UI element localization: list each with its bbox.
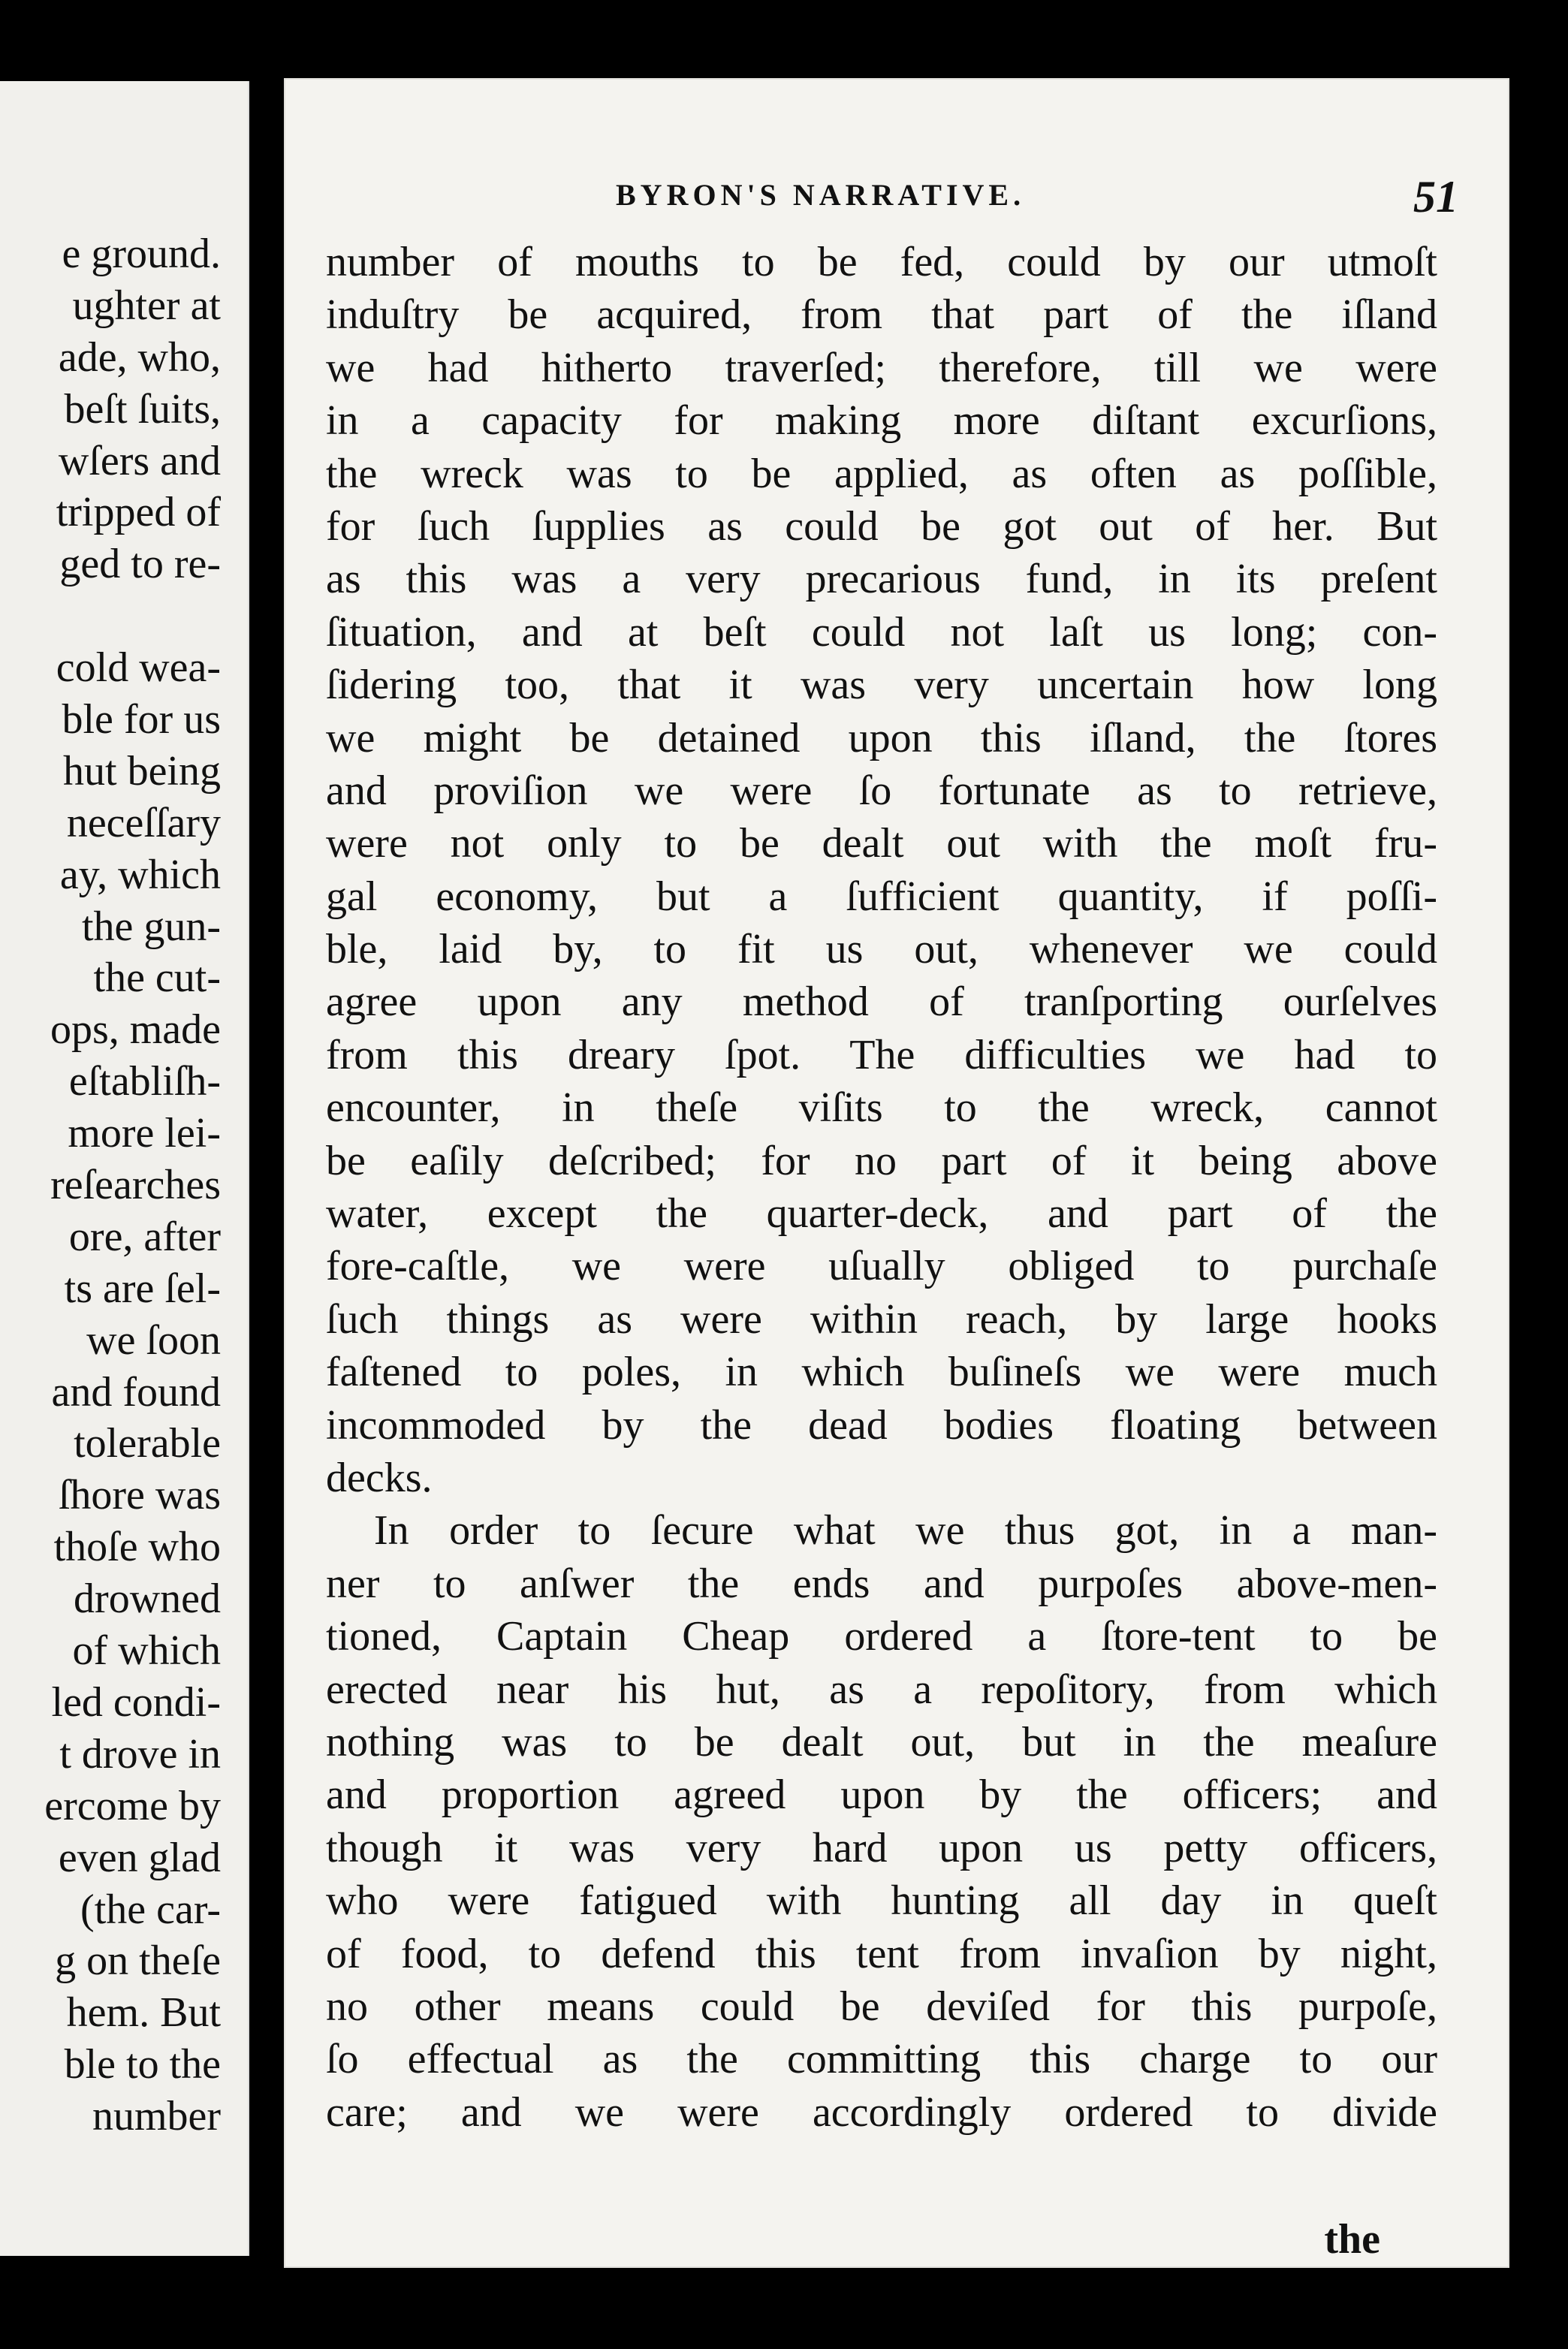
left-page-line: reſearches bbox=[50, 1162, 221, 1209]
text-line: In order to ſecure what we thus got, in a man- bbox=[374, 1507, 1437, 1554]
text-line: as this was a very precarious fund, in its preſent bbox=[326, 556, 1437, 603]
left-page-line: and found bbox=[51, 1368, 221, 1416]
left-page-line: ſhore was bbox=[58, 1472, 221, 1519]
left-page-line: drowned bbox=[74, 1576, 221, 1623]
left-page-line: ercome by bbox=[44, 1782, 221, 1829]
text-line: ſuch things as were within reach, by large hooks bbox=[326, 1295, 1437, 1343]
running-head bbox=[285, 172, 1508, 222]
left-page-text bbox=[0, 228, 221, 2142]
left-page-line: number bbox=[92, 2093, 221, 2140]
text-line: the wreck was to be applied, as often as poſſible, bbox=[326, 450, 1437, 497]
left-page-line: e ground. bbox=[62, 231, 221, 277]
text-line: from this dreary ſpot. The difficulties we had to bbox=[326, 1031, 1437, 1078]
left-page-line: tolerable bbox=[74, 1420, 221, 1467]
text-line: faſtened to poles, in which buſineſs we were much bbox=[326, 1349, 1437, 1396]
text-line: number of mouths to be fed, could by our utmoſt bbox=[326, 239, 1437, 285]
left-page-line: more lei- bbox=[68, 1110, 221, 1157]
text-line: fore-caſtle, we were uſually obliged to purchaſe bbox=[326, 1243, 1437, 1290]
text-line: erected near his hut, as a repoſitory, from which bbox=[326, 1666, 1437, 1713]
text-line: nothing was to be dealt out, but in the meaſure bbox=[326, 1718, 1437, 1766]
text-line: tioned, Captain Cheap ordered a ſtore-tent to be bbox=[326, 1613, 1437, 1660]
text-line: be eaſily deſcribed; for no part of it being above bbox=[326, 1137, 1437, 1184]
left-page-line: t drove in bbox=[59, 1730, 221, 1778]
text-line: were not only to be dealt out with the moſt fru- bbox=[326, 820, 1437, 867]
left-page-line: led condi- bbox=[51, 1678, 221, 1726]
running-title: BYRON'S NARRATIVE. bbox=[616, 178, 1026, 212]
text-line: agree upon any method of tranſporting ourſelves bbox=[326, 978, 1437, 1026]
left-page-line: beſt ſuits, bbox=[64, 385, 221, 433]
left-page-line: ble for us bbox=[62, 696, 221, 743]
left-page-line: ade, who, bbox=[58, 333, 221, 381]
text-line: for ſuch ſupplies as could be got out of her. But bbox=[326, 502, 1437, 550]
left-page-line: wſers and bbox=[58, 437, 221, 484]
text-line: ſituation, and at beſt could not laſt us long; con- bbox=[326, 608, 1437, 656]
left-page-line: hut being bbox=[63, 747, 221, 795]
left-page-line: we ſoon bbox=[86, 1316, 221, 1364]
left-page-line: ore, after bbox=[68, 1213, 221, 1260]
left-page bbox=[0, 81, 249, 2256]
left-page-line: ops, made bbox=[50, 1006, 221, 1054]
text-line: we had hitherto traverſed; therefore, till we were bbox=[326, 344, 1437, 391]
left-page-line: eſtabliſh- bbox=[68, 1058, 221, 1105]
left-page-line: ay, which bbox=[59, 851, 221, 898]
left-page-line: the gun- bbox=[81, 903, 221, 950]
left-page-line: neceſſary bbox=[66, 799, 221, 846]
text-line: ner to anſwer the ends and purpoſes above-men- bbox=[326, 1560, 1437, 1607]
left-page-line: ts are ſel- bbox=[64, 1265, 221, 1312]
text-line: incommoded by the dead bodies floating between bbox=[326, 1401, 1437, 1449]
text-line: ſidering too, that it was very uncertain how long bbox=[326, 662, 1437, 709]
left-page-line: ble to the bbox=[64, 2041, 221, 2088]
catchword: the bbox=[1324, 2216, 1380, 2263]
text-line: and proportion agreed upon by the officers; and bbox=[326, 1772, 1437, 1819]
body-text bbox=[326, 236, 1437, 2139]
text-line: ſo effectual as the committing this charge to our bbox=[326, 2036, 1437, 2083]
left-page-line: ughter at bbox=[72, 282, 221, 329]
page-number: 51 bbox=[1413, 172, 1458, 222]
left-page-line: tripped of bbox=[56, 489, 221, 536]
text-line: who were fatigued with hunting all day in queſt bbox=[326, 1877, 1437, 1925]
text-line: care; and we were accordingly ordered to divide bbox=[326, 2088, 1437, 2136]
text-line: though it was very hard upon us petty officers, bbox=[326, 1824, 1437, 1871]
left-page-line: g on theſe bbox=[55, 1937, 221, 1985]
right-page bbox=[284, 78, 1509, 2268]
text-line: of food, to defend this tent from invaſion by night, bbox=[326, 1930, 1437, 1977]
text-line: gal economy, but a ſufficient quantity, if poſſi- bbox=[326, 873, 1437, 920]
left-page-line: (the car- bbox=[80, 1886, 221, 1933]
left-page-line: ged to re- bbox=[59, 541, 221, 588]
text-line: water, except the quarter-deck, and part of the bbox=[326, 1190, 1437, 1238]
text-line: in a capacity for making more diſtant excurſions, bbox=[326, 397, 1437, 445]
left-page-line: of which bbox=[72, 1627, 221, 1675]
left-page-line bbox=[0, 590, 221, 642]
text-line: no other means could be deviſed for this purpoſe, bbox=[326, 1983, 1437, 2030]
text-line: we might be detained upon this iſland, the ſtores bbox=[326, 714, 1437, 761]
text-line: encounter, in theſe viſits to the wreck, cannot bbox=[326, 1084, 1437, 1132]
text-line: induſtry be acquired, from that part of the iſland bbox=[326, 291, 1437, 339]
left-page-line: the cut- bbox=[93, 954, 221, 1002]
text-line: decks. bbox=[326, 1454, 433, 1501]
text-line: ble, laid by, to fit us out, whenever we could bbox=[326, 926, 1437, 973]
left-page-line: even glad bbox=[58, 1834, 221, 1881]
left-page-line: thoſe who bbox=[53, 1524, 221, 1571]
left-page-line: cold wea- bbox=[56, 644, 221, 692]
left-page-line: hem. But bbox=[66, 1989, 221, 2037]
text-line: and proviſion we were ſo fortunate as to retrieve, bbox=[326, 767, 1437, 814]
